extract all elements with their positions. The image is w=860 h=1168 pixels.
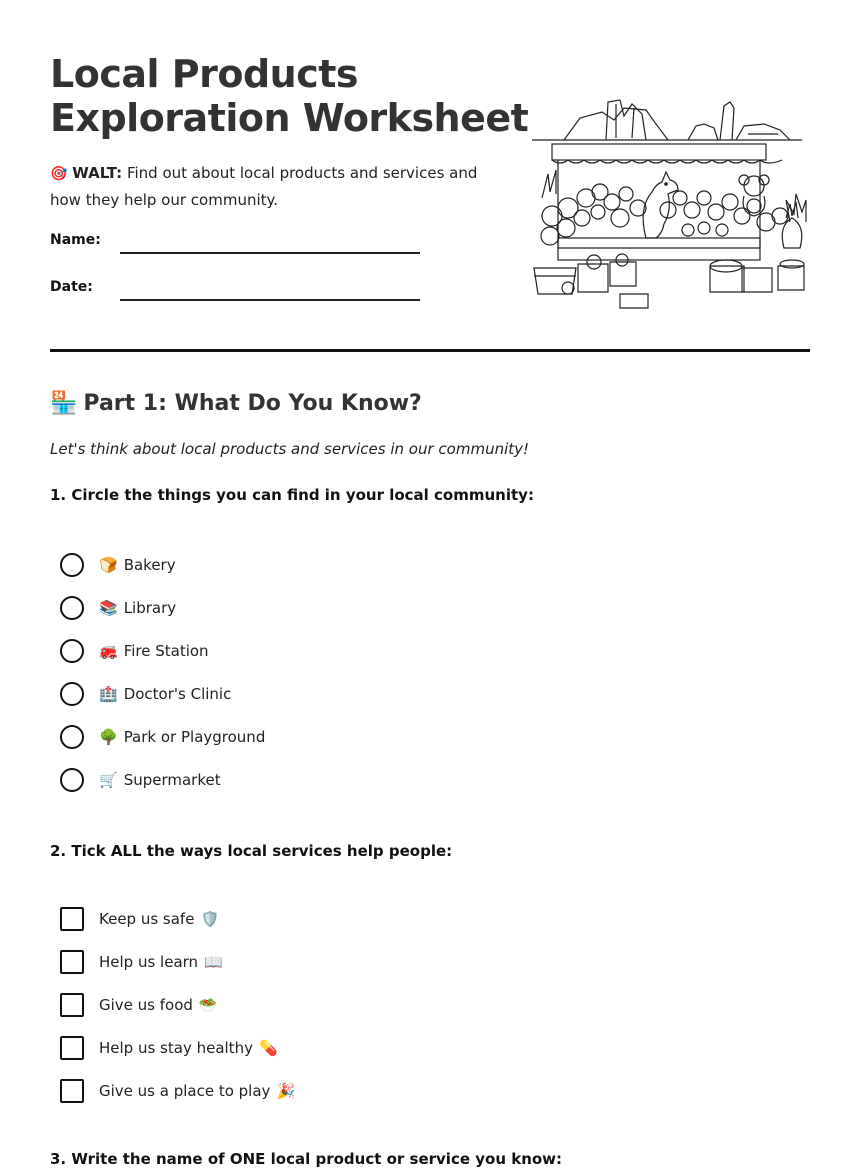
- checkbox-give-food[interactable]: [60, 993, 84, 1017]
- option-label: Help us stay healthy: [99, 1038, 253, 1057]
- pill-icon: 💊: [258, 1038, 278, 1057]
- list-item[interactable]: [60, 672, 265, 715]
- list-item[interactable]: [60, 897, 295, 940]
- checkbox-keep-safe[interactable]: [60, 907, 84, 931]
- checkbox-stay-healthy[interactable]: [60, 1036, 84, 1060]
- name-field[interactable]: [50, 232, 430, 262]
- list-item[interactable]: [60, 1069, 295, 1112]
- circle-option-supermarket[interactable]: [60, 768, 84, 792]
- party-popper-icon: 🎉: [276, 1081, 296, 1100]
- circle-option-fire-station[interactable]: [60, 639, 84, 663]
- question-1-prompt: 1. Circle the things you can find in your local community:: [50, 486, 534, 504]
- question-3-prompt: 3. Write the name of ONE local product or service you know:: [50, 1150, 563, 1168]
- option-label: Help us learn: [99, 952, 199, 971]
- target-icon: 🎯: [50, 166, 68, 182]
- title-line-1: Local Products: [50, 52, 359, 96]
- option-label: Keep us safe: [99, 909, 195, 928]
- worksheet-title: [50, 52, 530, 140]
- checkbox-place-to-play[interactable]: [60, 1079, 84, 1103]
- walt-text: Find out about local products and services and how they help our community.: [50, 164, 478, 209]
- open-book-icon: 📖: [204, 952, 223, 971]
- circle-option-park[interactable]: [60, 725, 84, 749]
- market-stall-illustration: [528, 98, 812, 310]
- list-item[interactable]: [60, 983, 295, 1026]
- header-divider: [50, 349, 810, 352]
- part-1-intro: Let's think about local products and services in our community!: [50, 440, 530, 458]
- date-label: Date:: [50, 279, 93, 295]
- checkbox-help-learn[interactable]: [60, 950, 84, 974]
- option-label: Fire Station: [123, 641, 209, 660]
- date-field[interactable]: [50, 279, 430, 309]
- bread-icon: 🍞: [99, 555, 118, 574]
- option-label: Bakery: [123, 555, 176, 574]
- title-line-2: Exploration Worksheet: [50, 96, 529, 140]
- circle-option-doctors-clinic[interactable]: [60, 682, 84, 706]
- shield-icon: 🛡️: [200, 909, 220, 928]
- question-1-options: [60, 543, 265, 801]
- tree-icon: 🌳: [99, 727, 118, 746]
- books-icon: 📚: [99, 598, 118, 617]
- list-item[interactable]: [60, 758, 265, 801]
- option-label: Supermarket: [123, 770, 221, 789]
- date-line[interactable]: [120, 299, 420, 301]
- option-label: Give us food: [99, 995, 193, 1014]
- part-1-heading: [50, 386, 422, 422]
- walt-label: WALT:: [72, 164, 123, 182]
- question-2-prompt: 2. Tick ALL the ways local services help people:: [50, 842, 453, 860]
- shopping-cart-icon: 🛒: [99, 770, 118, 789]
- circle-option-bakery[interactable]: [60, 553, 84, 577]
- list-item[interactable]: [60, 543, 265, 586]
- option-label: Give us a place to play: [99, 1081, 271, 1100]
- question-2-options: [60, 897, 295, 1112]
- walt-statement: [50, 160, 510, 213]
- list-item[interactable]: [60, 940, 295, 983]
- list-item[interactable]: [60, 1026, 295, 1069]
- option-label: Library: [123, 598, 177, 617]
- store-icon: 🏪: [50, 391, 78, 416]
- fire-engine-icon: 🚒: [99, 641, 118, 660]
- hospital-icon: 🏥: [99, 684, 118, 703]
- salad-icon: 🥗: [198, 995, 218, 1014]
- list-item[interactable]: [60, 715, 265, 758]
- list-item[interactable]: [60, 629, 265, 672]
- option-label: Park or Playground: [123, 727, 266, 746]
- part-1-title: Part 1: What Do You Know?: [83, 391, 422, 416]
- option-label: Doctor's Clinic: [123, 684, 232, 703]
- name-label: Name:: [50, 232, 101, 248]
- list-item[interactable]: [60, 586, 265, 629]
- name-line[interactable]: [120, 252, 420, 254]
- circle-option-library[interactable]: [60, 596, 84, 620]
